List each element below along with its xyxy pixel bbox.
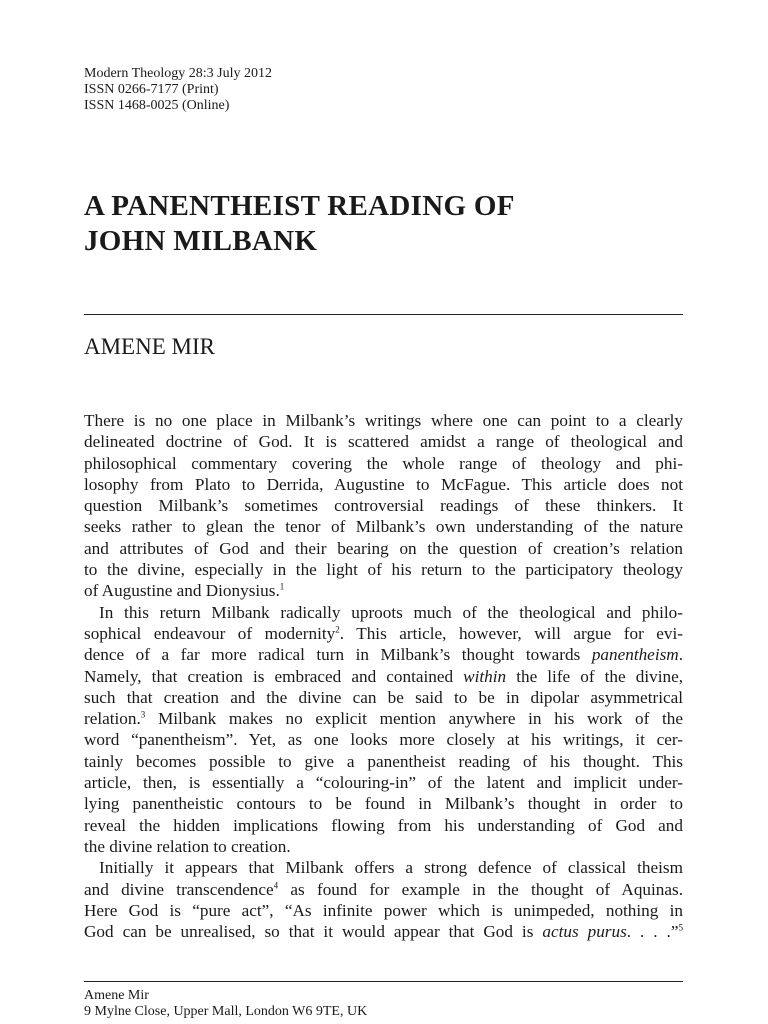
body-line: and attributes of God and their bearing on the question of creation’s relation [84,538,683,558]
body-line [84,921,683,942]
footer-divider [84,981,683,982]
footnote-marker: 4 [273,879,279,890]
body-line: to the divine, especially in the light of his return to the participatory theology [84,560,683,580]
footer-author-name: Amene Mir [84,988,149,1003]
body-line: lying panentheistic contours to be found in Milbank’s thought in order to [84,794,683,814]
footnote-marker: 2 [335,624,340,635]
emphasis-text: within [463,666,507,686]
body-text-segment: . [678,645,683,665]
body-line: philosophical commentary covering the whole range of theology and phi- [84,453,683,473]
body-line: the divine relation to creation. [84,836,291,856]
body-line [84,708,683,729]
footnote-marker: 3 [140,709,146,720]
body-line [84,666,683,687]
body-text-segment: God can be unrealised, so that it would appear that God is [84,922,543,942]
footer-address: 9 Mylne Close, Upper Mall, London W6 9TE, UK [84,1004,368,1019]
body-text-segment: as found for example in the thought of Aquinas. [278,879,683,899]
body-line: Initially it appears that Milbank offers a strong defence of classical theism [99,858,683,878]
title-divider [84,314,683,315]
journal-citation: Modern Theology 28:3 July 2012 [84,66,272,81]
body-line: seeks rather to glean the tenor of Milbank’s own understanding of the nature [84,517,683,537]
body-text-segment: Milbank makes no explicit mention anywhere in his work of the [145,709,683,729]
body-line: article, then, is essentially a “colouring-in” of the latent and implicit under- [84,773,683,793]
body-line: delineated doctrine of God. It is scattered amidst a range of theological and [84,432,683,452]
article-title [84,189,515,259]
body-line [84,580,683,601]
body-line [84,644,683,665]
body-line: tainly becomes possible to give a panentheist reading of his thought. This [84,751,683,771]
article-title-line-2: JOHN MILBANK [84,225,318,257]
author-address-footer [84,988,367,1020]
emphasis-text: actus purus [542,922,627,942]
body-line [84,623,683,644]
body-line: word “panentheism”. Yet, as one looks more closely at his writings, it cer- [84,730,683,750]
body-text-segment: . . . .” [626,922,679,942]
body-text-segment: sophical endeavour of modernity [84,623,336,643]
journal-issn-print: ISSN 0266-7177 (Print) [84,82,219,97]
body-text-segment: and divine transcendence [84,879,274,899]
author-name: AMENE MIR [84,334,215,359]
article-title-line-1: A PANENTHEIST READING OF [84,190,515,222]
body-text-segment: Namely, that creation is embraced and contained [84,666,464,686]
body-line: question Milbank’s sometimes controversial readings of these thinkers. It [84,496,683,516]
body-line: reveal the hidden implications flowing from his understanding of God and [84,815,683,835]
body-line [84,879,683,900]
body-text-segment: dence of a far more radical turn in Milbank’s thought towards [84,645,592,665]
footnote-marker: 5 [678,922,683,933]
body-text-segment: of Augustine and Dionysius. [84,581,280,601]
body-text-segment: relation. [84,709,141,729]
footnote-marker: 1 [279,581,285,592]
body-line: Here God is “pure act”, “As infinite power which is unimpeded, nothing in [84,900,683,920]
paper-page [84,0,683,1024]
emphasis-text: panentheism [591,645,679,665]
body-text-segment: . This article, however, will argue for evi- [339,623,683,643]
journal-header [84,66,272,114]
body-line: In this return Milbank radically uproots much of the theological and philo- [99,602,683,622]
article-body [84,410,683,942]
journal-issn-online: ISSN 1468-0025 (Online) [84,98,230,113]
body-text-segment: the life of the divine, [506,666,683,686]
body-line: losophy from Plato to Derrida, Augustine to McFague. This article does not [84,474,683,494]
body-line: such that creation and the divine can be said to be in dipolar asymmetrical [84,687,683,707]
body-line: There is no one place in Milbank’s writings where one can point to a clearly [84,411,683,430]
